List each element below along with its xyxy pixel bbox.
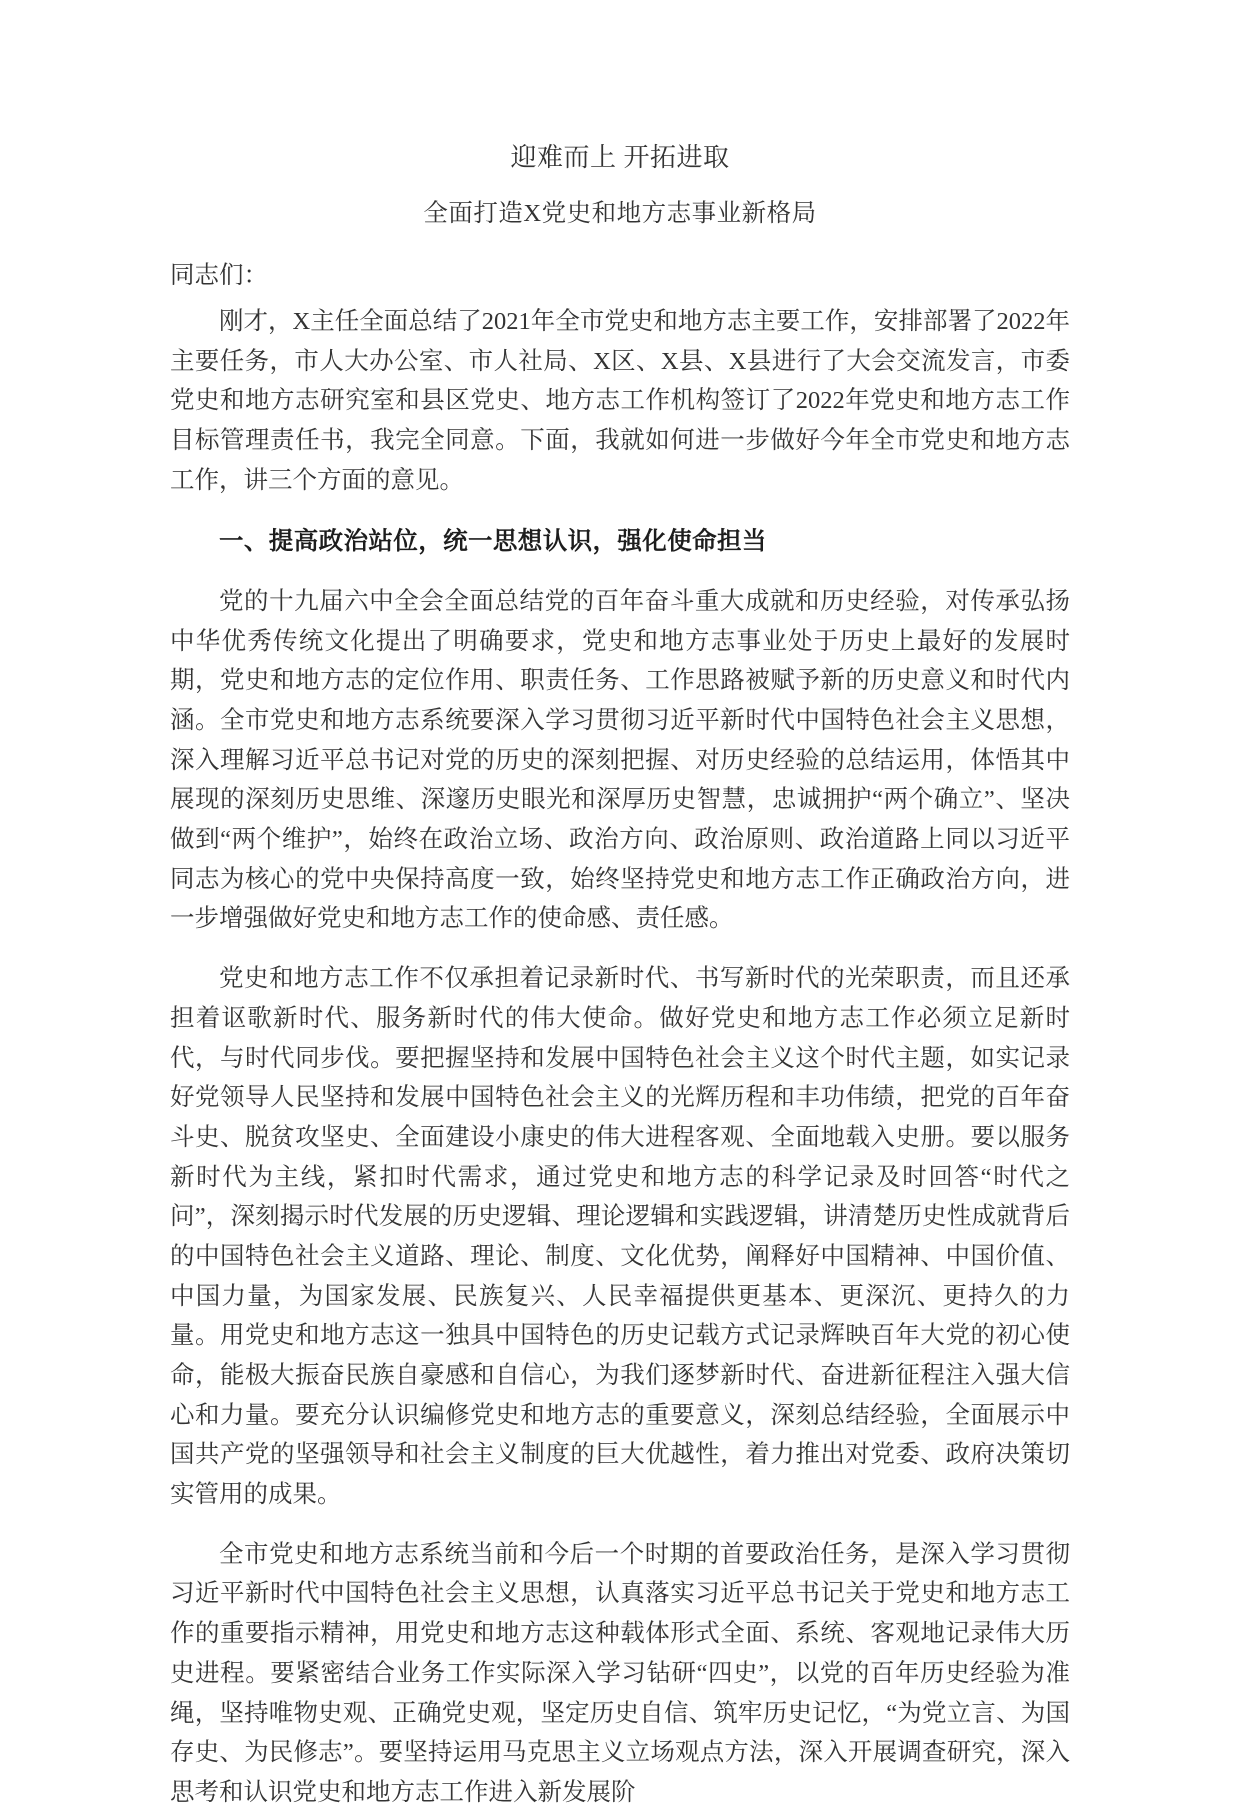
section-1-paragraph-2: 党史和地方志工作不仅承担着记录新时代、书写新时代的光荣职责，而且还承担着讴歌新时代、服务新时代的伟大使命。做好党史和地方志工作必须立足新时代，与时代同步伐。要把握坚持和发展中国特色社会主义这个时代主题，如实记录好党领导人民坚持和发展中国特色社会主义的光辉历程和丰功伟绩，把党的百年奋斗史、脱贫攻坚史、全面建设小康史的伟大进程客观、全面地载入史册。要以服务新时代为主线，紧扣时代需求，通过党史和地方志的科学记录及时回答“时代之问”，深刻揭示时代发展的历史逻辑、理论逻辑和实践逻辑，讲清楚历史性成就背后的中国特色社会主义道路、理论、制度、文化优势，阐释好中国精神、中国价值、中国力量，为国家发展、民族复兴、人民幸福提供更基本、更深沉、更持久的力量。用党史和地方志这一独具中国特色的历史记载方式记录辉映百年大党的初心使命，能极大振奋民族自豪感和自信心，为我们逐梦新时代、奋进新征程注入强大信心和力量。要充分认识编修党史和地方志的重要意义，深刻总结经验，全面展示中国共产党的坚强领导和社会主义制度的巨大优越性，着力推出对党委、政府决策切实管用的成果。 — [170, 965, 1070, 1509]
intro-paragraph: 刚才，X主任全面总结了2021年全市党史和地方志主要工作，安排部署了2022年主要任务，市人大办公室、市人社局、X区、X县、X县进行了大会交流发言，市委党史和地方志研究室和县区党史、地方志工作机构签订了2022年党史和地方志工作目标管理责任书，我完全同意。下面，我就如何进一步做好今年全市党史和地方志工作，讲三个方面的意见。 — [170, 307, 1070, 494]
page-title: 迎难而上 开拓进取 — [510, 143, 730, 172]
page-subtitle: 全面打造X党史和地方志事业新格局 — [423, 200, 817, 228]
salutation: 同志们： — [170, 262, 268, 290]
section-heading-1: 一、提高政治站位，统一思想认识，强化使命担当 — [219, 528, 767, 556]
section-1-paragraph-3: 全市党史和地方志系统当前和今后一个时期的首要政治任务，是深入学习贯彻习近平新时代中国特色社会主义思想，认真落实习近平总书记关于党史和地方志工作的重要指示精神，用党史和地方志这种载体形式全面、系统、客观地记录伟大历史进程。要紧密结合业务工作实际深入学习钻研“四史”，以党的百年历史经验为准绳，坚持唯物史观、正确党史观，坚定历史自信、筑牢历史记忆，“为党立言、为国存史、为民修志”。要坚持运用马克思主义立场观点方法，深入开展调查研究，深入思考和认识党史和地方志工作进入新发展阶 — [170, 1540, 1070, 1806]
section-1-paragraph-1: 党的十九届六中全会全面总结党的百年奋斗重大成就和历史经验，对传承弘扬中华优秀传统文化提出了明确要求，党史和地方志事业处于历史上最好的发展时期，党史和地方志的定位作用、职责任务、工作思路被赋予新的历史意义和时代内涵。全市党史和地方志系统要深入学习贯彻习近平新时代中国特色社会主义思想，深入理解习近平总书记对党的历史的深刻把握、对历史经验的总结运用，体悟其中展现的深刻历史思维、深邃历史眼光和深厚历史智慧，忠诚拥护“两个确立”、坚决做到“两个维护”，始终在政治立场、政治方向、政治原则、政治道路上同以习近平同志为核心的党中央保持高度一致，始终坚持党史和地方志工作正确政治方向，进一步增强做好党史和地方志工作的使命感、责任感。 — [170, 587, 1070, 933]
